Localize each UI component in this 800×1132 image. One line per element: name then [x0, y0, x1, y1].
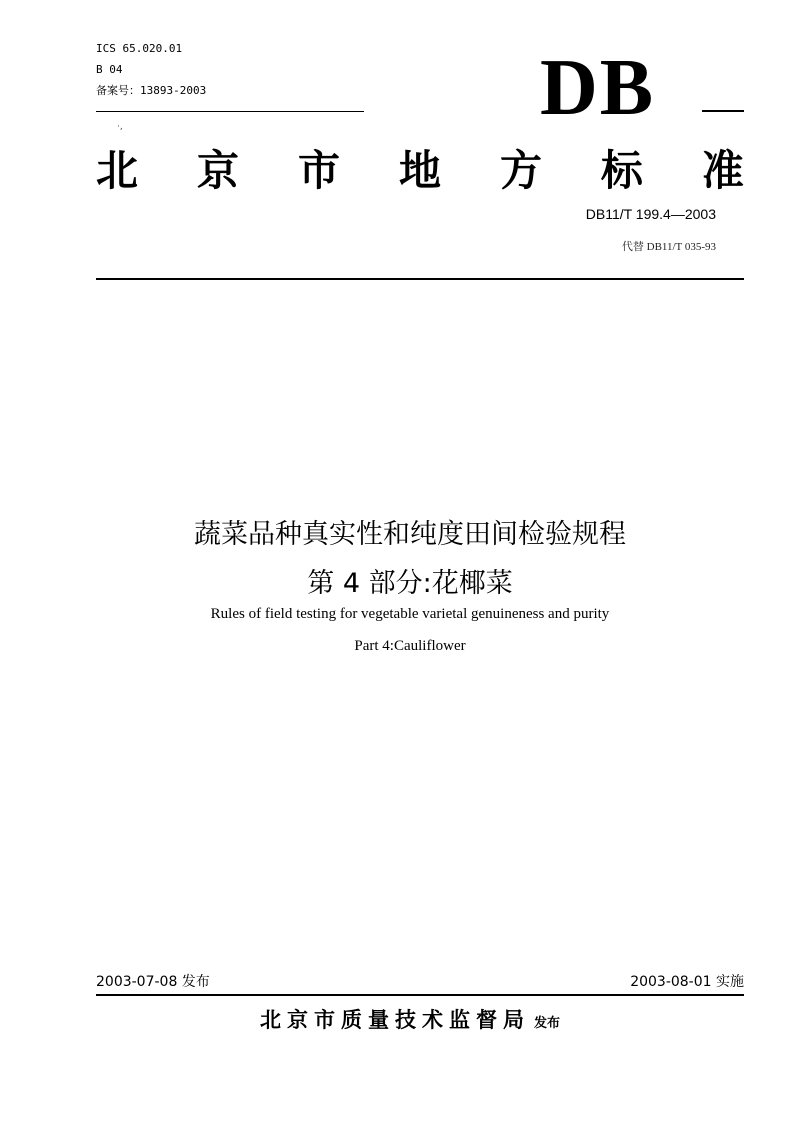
document-subtitle-zh: 第 4 部分:花椰菜: [307, 568, 513, 599]
title-char: 北: [96, 146, 139, 195]
standard-category-title: [96, 140, 744, 196]
standard-number: DB11/T 199.4—2003: [585, 206, 716, 222]
logo-underline: [702, 110, 744, 112]
top-divider: [96, 278, 744, 280]
classification-code: B 04: [96, 63, 123, 76]
db-logo: DB: [540, 44, 656, 132]
ics-code: ICS 65.020.01: [96, 42, 183, 55]
document-subtitle-en: Part 4:Cauliflower: [354, 638, 466, 654]
implementation-date: 2003-08-01 实施: [630, 974, 744, 990]
publisher: [0, 1004, 800, 1034]
title-char: 地: [398, 146, 441, 195]
title-char: 京: [196, 146, 239, 195]
header-divider: [96, 111, 364, 112]
issue-date: 2003-07-08 发布: [96, 974, 210, 990]
record-number: 备案号：13893-2003: [96, 84, 207, 97]
stray-mark: ·,: [117, 122, 123, 132]
bottom-divider: [96, 994, 744, 996]
document-title-en: Rules of field testing for vegetable varietal genuineness and purity: [210, 606, 610, 622]
title-char: 准: [701, 146, 744, 195]
title-char: 市: [297, 146, 340, 195]
title-char: 方: [499, 146, 542, 195]
publisher-suffix: 发布: [533, 1016, 560, 1031]
replaces-standard: 代替 DB11/T 035-93: [621, 241, 716, 253]
title-char: 标: [600, 146, 643, 195]
publisher-name: 北京市质量技术监督局: [259, 1008, 530, 1032]
document-title-zh: 蔬菜品种真实性和纯度田间检验规程: [194, 519, 626, 550]
